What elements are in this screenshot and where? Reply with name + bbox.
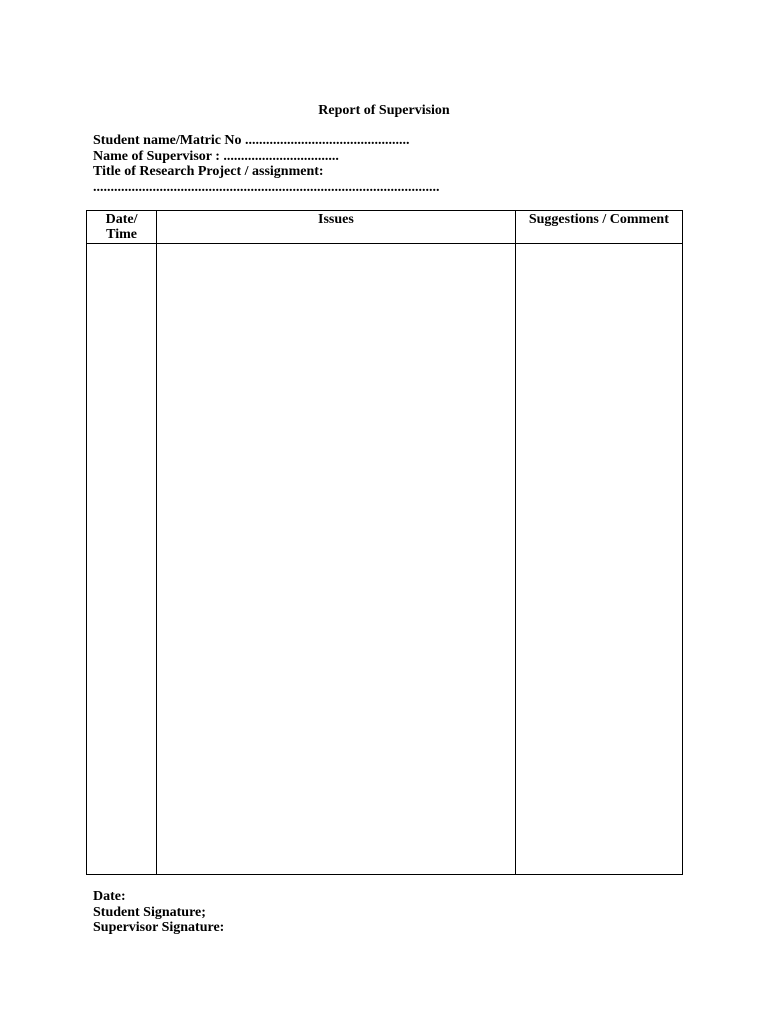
project-title-label: Title of Research Project / assignment:	[93, 164, 324, 179]
student-name-field[interactable]: Student name/Matric No ...............................................	[93, 133, 410, 148]
table-header-row	[87, 211, 683, 244]
date-header-line2: Time	[106, 227, 137, 242]
header-fields	[93, 133, 440, 195]
footer-fields	[93, 889, 224, 936]
date-field[interactable]: Date:	[93, 889, 126, 904]
supervisor-signature-field[interactable]: Supervisor Signature:	[93, 920, 225, 935]
project-title-field[interactable]: ...................................................................................................	[93, 179, 440, 195]
suggestions-column-header: Suggestions / Comment	[515, 211, 682, 244]
student-signature-field[interactable]: Student Signature;	[93, 904, 206, 920]
supervisor-name-field[interactable]: Name of Supervisor : .................................	[93, 148, 339, 164]
date-time-column-header	[87, 211, 157, 244]
date-time-cell[interactable]	[87, 244, 157, 875]
supervision-table	[86, 210, 683, 875]
page-title: Report of Supervision	[318, 103, 450, 118]
issues-column-header: Issues	[157, 211, 516, 244]
issues-cell[interactable]	[157, 244, 516, 875]
suggestions-cell[interactable]	[515, 244, 682, 875]
date-header-line1: Date/	[105, 212, 138, 227]
table-row	[87, 244, 683, 875]
